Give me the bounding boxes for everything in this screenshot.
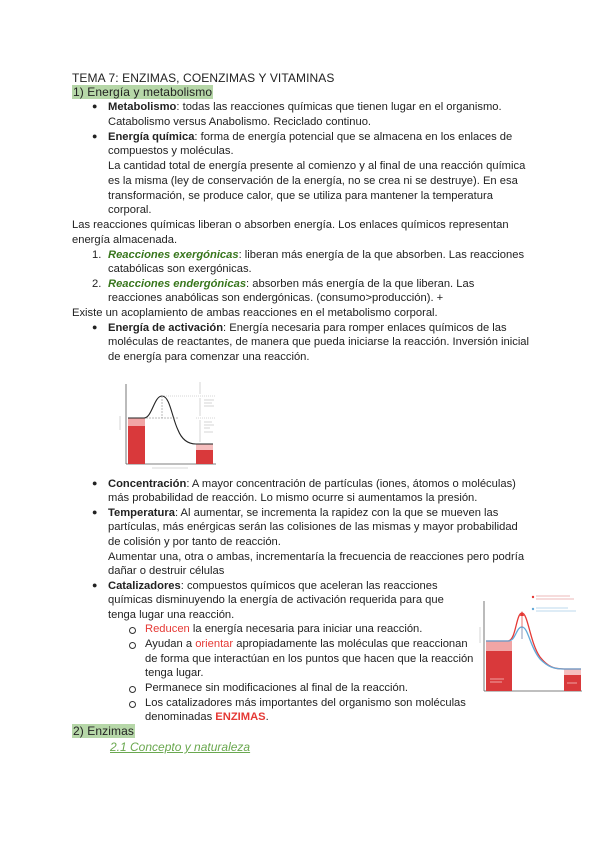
- page-title: TEMA 7: ENZIMAS, COENZIMAS Y VITAMINAS: [72, 71, 335, 85]
- text-line: más probabilidad de reacción. Lo mismo ocurre si aumentamos la presión.: [108, 492, 478, 504]
- text-line: Las reacciones químicas liberan o absorben energía. Los enlaces químicos representan: [72, 219, 509, 231]
- text-line: energía almacenada.: [72, 234, 178, 246]
- text-line: partículas, más enérgicas serán las colisiones de las mismas y mayor probabilidad: [108, 521, 518, 533]
- text-line: dañar o destruir células: [108, 565, 225, 577]
- bullet-icon: ●: [92, 131, 98, 141]
- bullet-icon: ●: [92, 507, 98, 517]
- text-line: reacciones anabólicas son endergónicas. (consumo>producción). +: [108, 292, 444, 304]
- section-2-heading: 2) Enzimas: [73, 724, 135, 738]
- activacion-item: Energía de activación: Energía necesaria para romper enlaces químicos de las: [108, 322, 507, 334]
- text-line: corporal.: [108, 204, 152, 216]
- bullet-icon: ●: [92, 478, 98, 488]
- section-1-heading: 1) Energía y metabolismo: [73, 85, 213, 99]
- text-line: de colisión y por tanto de reacción.: [108, 536, 281, 548]
- catalizador-sub-item: Los catalizadores más importantes del organismo son moléculas: [145, 697, 466, 709]
- list-number: 2.: [92, 278, 102, 290]
- text-line: tenga lugar una reacción.: [108, 609, 235, 621]
- enzimas-line: denominadas ENZIMAS.: [145, 711, 269, 723]
- concentracion-item: Concentración: A mayor concentración de partículas (iones, átomos o moléculas): [108, 478, 516, 490]
- circle-bullet-icon: [129, 627, 136, 634]
- text-line: Aumentar una, otra o ambas, incrementaría la frecuencia de reacciones pero podría: [108, 551, 525, 563]
- text-line: La cantidad total de energía presente al comienzo y al final de una reacción química: [108, 160, 526, 172]
- temperatura-item: Temperatura: Al aumentar, se incrementa la rapidez con la que se mueven las: [108, 507, 499, 519]
- exergonicas-item: Reacciones exergónicas: liberan más energía de la que absorben. Las reacciones: [108, 249, 525, 261]
- text-line: es la misma (ley de conservación de la energía, no se crea ni se destruye). En esa: [108, 175, 518, 187]
- text-line: de energía para comenzar una reacción.: [108, 351, 310, 363]
- text-line: moléculas de reactantes, de manera que pueda iniciarse la reacción. Inversión inicial: [108, 336, 530, 348]
- text-line: transformación, se produce calor, que se utiliza para mantener la temperatura: [108, 190, 493, 202]
- catalizador-sub-item: Permanece sin modificaciones al final de la reacción.: [145, 682, 409, 694]
- text-line: catabólicas son exergónicas.: [108, 263, 252, 275]
- circle-bullet-icon: [129, 642, 136, 649]
- catalizador-sub-item: Reducen la energía necesaria para iniciar una reacción.: [145, 623, 423, 635]
- activation-energy-figure: [116, 378, 220, 470]
- bullet-icon: ●: [92, 322, 98, 332]
- endergonicas-item: Reacciones endergónicas: absorben más energía de la que liberan. Las: [108, 278, 475, 290]
- circle-bullet-icon: [129, 701, 136, 708]
- catalizadores-item: Catalizadores: compuestos químicos que aceleran las reacciones: [108, 580, 438, 592]
- text-line: químicas disminuyendo la energía de activación requerida para que: [108, 594, 444, 606]
- text-line: Catabolismo versus Anabolismo. Reciclado continuo.: [108, 116, 372, 128]
- list-number: 1.: [92, 249, 102, 261]
- metabolismo-item: Metabolismo: todas las reacciones químicas que tienen lugar en el organismo.: [108, 101, 502, 113]
- bullet-icon: ●: [92, 580, 98, 590]
- circle-bullet-icon: [129, 686, 136, 693]
- energia-quimica-item: Energía química: forma de energía potencial que se almacena en los enlaces de: [108, 131, 513, 143]
- bullet-icon: ●: [92, 101, 98, 111]
- catalizador-sub-item: Ayudan a orientar apropiadamente las moléculas que reaccionan: [145, 638, 468, 650]
- text-line: tenga lugar.: [145, 667, 204, 679]
- catalyst-energy-figure: [478, 587, 584, 695]
- text-line: de forma que interactúan en los puntos que hacen que la reacción: [145, 653, 474, 665]
- subsection-heading: 2.1 Concepto y naturaleza: [110, 740, 251, 754]
- text-line: compuestos y moléculas.: [108, 145, 234, 157]
- text-line: Existe un acoplamiento de ambas reacciones en el metabolismo corporal.: [72, 307, 438, 319]
